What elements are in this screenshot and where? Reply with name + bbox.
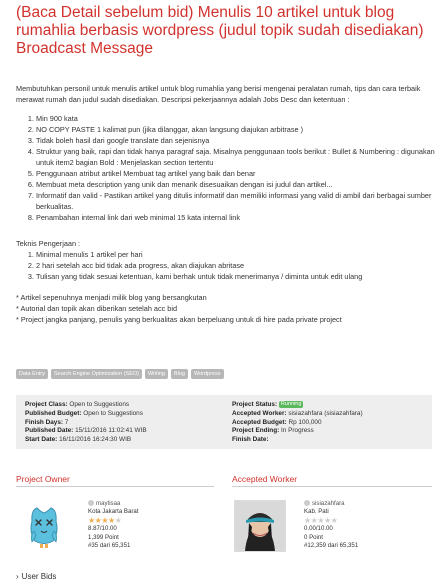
project-description — [16, 83, 440, 325]
info-row: Project Ending: In Progress — [232, 427, 314, 435]
owner-heading: Project Owner — [16, 474, 70, 484]
worker-info — [304, 500, 358, 550]
worker-name[interactable]: sisiazahfara — [312, 500, 345, 507]
star-icon: ★ — [330, 516, 338, 526]
note-line: * Artikel sepenuhnya menjadi milik blog yang bersangkutan — [16, 293, 207, 302]
owner-divider — [16, 486, 214, 487]
project-info-right — [232, 401, 363, 445]
owner-rating-stars — [88, 516, 138, 525]
teknis-heading: Teknis Pengerjaan : — [16, 239, 81, 248]
worker-divider — [232, 486, 432, 487]
info-row: Published Date: 15/11/2016 11:02:41 WIB — [25, 427, 147, 435]
owner-rank: #35 dari 65,351 — [88, 541, 131, 549]
star-icon: ★ — [324, 516, 331, 526]
tag-wordpress[interactable]: Wordpress — [191, 369, 224, 379]
star-icon: ★ — [94, 516, 102, 526]
owner-name[interactable]: maytisaa — [96, 500, 121, 507]
info-row: Published Budget: Open to Suggestions — [25, 409, 143, 417]
star-icon: ★ — [317, 516, 325, 526]
project-info-box — [16, 395, 432, 449]
teknis-list — [16, 249, 440, 282]
list-item: 1. Minimal menulis 1 artikel per hari — [36, 249, 440, 260]
tag-data-entry[interactable]: Data Entry — [16, 369, 48, 379]
requirements-list — [16, 113, 440, 223]
worker-points: 0 Point — [304, 533, 323, 541]
worker-rank: #12,359 dari 65,351 — [304, 541, 359, 549]
chevron-right-icon: › — [16, 572, 19, 581]
status-badge: Running — [280, 401, 302, 407]
description-intro: Membutuhkan personil untuk menulis artikel untuk blog rumahlia yang berisi mengenai peralatan rumah, tips dan cara terbaik merawat rumah dan judul sudah disediakan. Descripsi pekerjaannya adalah Jobs Desc dan ketentuan : — [16, 84, 421, 104]
info-row: Project Status: Running — [232, 401, 302, 408]
list-item: 8. Penambahan internal link dari web minimal 15 kata internal link — [36, 212, 440, 223]
note-line: * Autorial dan topik akan diberikan setelah acc bid — [16, 304, 178, 313]
star-icon: ★ — [114, 516, 122, 526]
owner-score: 8.87/10.00 — [88, 525, 117, 533]
tag-seo[interactable]: Search Engine Optimization (SEO) — [51, 369, 142, 379]
user-bids-label: User Bids — [21, 572, 57, 581]
info-row: Project Class: Open to Suggestions — [25, 401, 130, 408]
worker-avatar[interactable] — [234, 500, 286, 552]
list-item: 1. Min 900 kata — [36, 113, 440, 124]
tag-blog[interactable]: Blog — [171, 369, 188, 379]
info-row: Accepted Budget: Rp 100,000 — [232, 418, 322, 426]
list-item: 2. NO COPY PASTE 1 kalimat pun (jika dilanggar, akan langsung diajukan arbitrase ) — [36, 124, 440, 135]
owner-points: 1,399 Point — [88, 533, 119, 541]
list-item: 7. Informatif dan valid - Pastikan artikel yang ditulis informatif dan memiliki informasi yang valid di ambil dari berbagai sumber berkualitas. — [36, 190, 440, 212]
online-status-icon — [88, 500, 94, 506]
tag-writing[interactable]: Writing — [145, 369, 168, 379]
star-icon: ★ — [88, 516, 95, 526]
owner-avatar[interactable] — [18, 500, 70, 552]
list-item: 2. 2 hari setelah acc bid tidak ada progress, akan diajukan abritase — [36, 260, 440, 271]
info-row: Finish Date: — [232, 436, 269, 444]
info-row: Finish Days: 7 — [25, 418, 69, 426]
list-item: 5. Penggunaan atribut artikel Membuat tag artikel yang baik dan benar — [36, 168, 440, 179]
note-line: * Project jangka panjang, penulis yang berkualitas akan berpeluang untuk di hire pada private project — [16, 315, 342, 324]
list-item: 4. Struktur yang baik, rapi dan tidak hanya paragraf saja. Misalnya penggunaan tools berikut : Bullet & Numbering : digunakan untuk item2 bagian Bold : Menjelaskan section tertentu — [36, 146, 440, 168]
project-info-left — [25, 401, 147, 445]
worker-rating-stars — [304, 516, 358, 525]
project-title: (Baca Detail sebelum bid) Menulis 10 artikel untuk blog rumahlia berbasis wordpress (judul topik sudah disediakan) Broadcast Message — [16, 4, 424, 57]
worker-heading: Accepted Worker — [232, 474, 298, 484]
owl-avatar-icon — [19, 501, 69, 551]
star-icon: ★ — [310, 516, 318, 526]
info-row: Accepted Worker: sisiazahfara (sisiazahfara) — [232, 409, 363, 417]
info-row: Start Date: 16/11/2016 16:24:30 WIB — [25, 436, 132, 444]
star-icon: ★ — [108, 516, 115, 526]
user-photo-icon — [235, 501, 285, 551]
owner-info — [88, 500, 138, 550]
list-item: 6. Membuat meta description yang unik dan menarik disesuaikan dengan isi judul dan artikel... — [36, 179, 440, 190]
list-item: 3. Tidak boleh hasil dari google translate dan sejenisnya — [36, 135, 440, 146]
worker-score: 0.00/10.00 — [304, 525, 333, 533]
star-icon: ★ — [101, 516, 109, 526]
online-status-icon — [304, 500, 310, 506]
skill-tags — [16, 369, 224, 379]
worker-location: Kab. Pati — [304, 508, 329, 516]
star-icon: ★ — [304, 516, 311, 526]
list-item: 3. Tulisan yang tidak sesuai ketentuan, kami berhak untuk tidak menerimanya / diminta untuk edit ulang — [36, 271, 440, 282]
owner-location: Kota Jakarta Barat — [88, 508, 139, 516]
user-bids-toggle[interactable] — [16, 572, 56, 581]
